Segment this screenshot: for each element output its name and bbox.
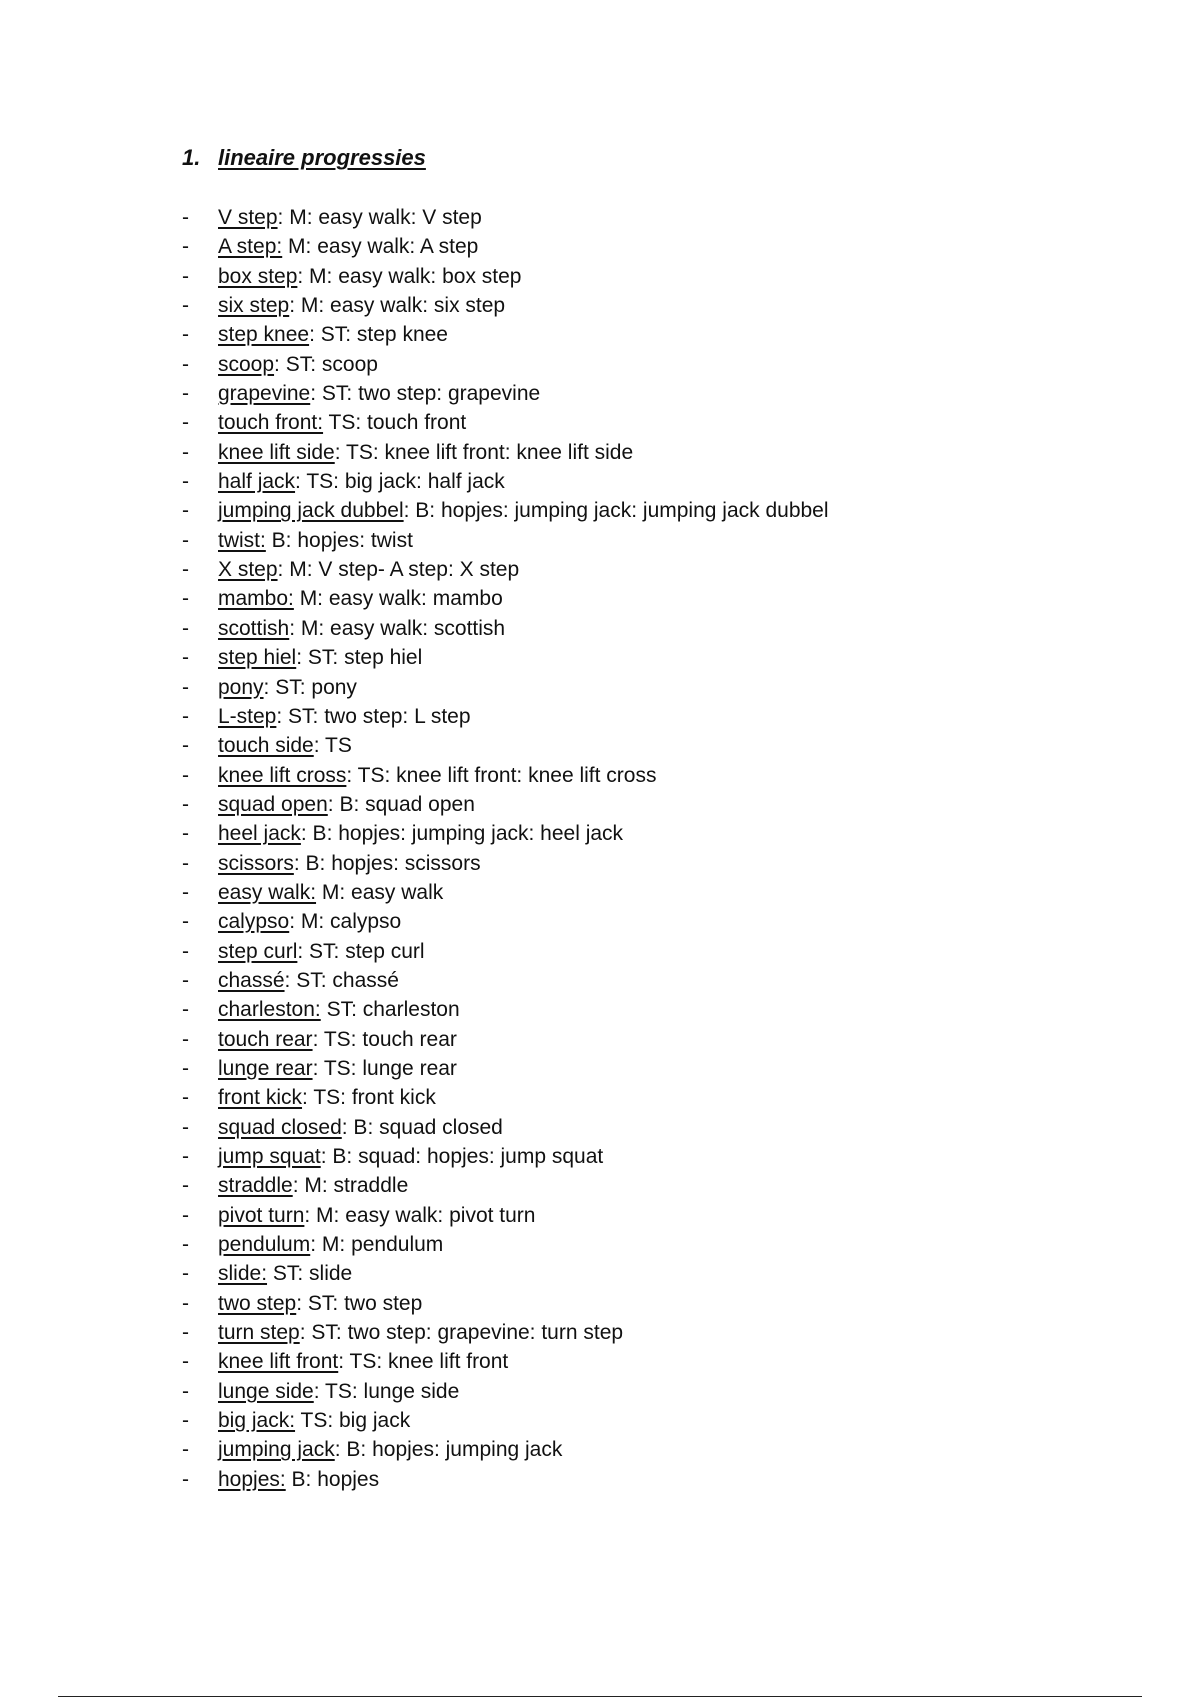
move-name: pivot turn bbox=[218, 1203, 305, 1227]
move-name: lunge side bbox=[218, 1379, 314, 1403]
list-item bbox=[182, 320, 829, 349]
list-item bbox=[182, 1406, 829, 1435]
list-item bbox=[182, 1289, 829, 1318]
list-item bbox=[182, 702, 829, 731]
move-name: scoop bbox=[218, 352, 275, 376]
move-description: TS: big jack bbox=[295, 1409, 411, 1433]
move-description: : M: easy walk: scottish bbox=[289, 616, 506, 640]
move-description: : B: squad open bbox=[327, 792, 475, 816]
bullet-dash: - bbox=[182, 528, 189, 552]
move-description: : M: easy walk: six step bbox=[289, 294, 506, 318]
move-description: B: hopjes: twist bbox=[265, 528, 413, 552]
move-name: mambo: bbox=[218, 587, 294, 611]
bullet-dash: - bbox=[182, 1409, 189, 1433]
move-description: TS: touch front bbox=[323, 411, 467, 435]
bullet-dash: - bbox=[182, 1086, 189, 1110]
move-description: : TS: knee lift front bbox=[338, 1350, 509, 1374]
list-item bbox=[182, 203, 829, 232]
move-name: charleston: bbox=[218, 998, 321, 1022]
move-description: : M: calypso bbox=[289, 910, 402, 934]
move-name: V step bbox=[218, 206, 278, 229]
move-name: X step bbox=[218, 558, 278, 582]
bullet-dash: - bbox=[182, 646, 189, 670]
move-name: chassé bbox=[218, 968, 285, 992]
bullet-dash: - bbox=[182, 1056, 189, 1080]
list-item bbox=[182, 1377, 829, 1406]
list-item bbox=[182, 790, 829, 819]
section-title: lineaire progressies bbox=[218, 145, 426, 170]
move-description: : M: V step- A step: X step bbox=[277, 558, 520, 582]
move-description: : B: hopjes: jumping jack: jumping jack dubbel bbox=[403, 499, 829, 523]
bullet-dash: - bbox=[182, 822, 189, 846]
move-description: : B: hopjes: scissors bbox=[293, 851, 481, 875]
bullet-dash: - bbox=[182, 1115, 189, 1139]
list-item bbox=[182, 937, 829, 966]
move-name: step curl bbox=[218, 939, 298, 963]
move-name: step knee bbox=[218, 323, 310, 347]
bullet-dash: - bbox=[182, 352, 189, 376]
list-item bbox=[182, 555, 829, 584]
bullet-dash: - bbox=[182, 851, 189, 875]
bullet-dash: - bbox=[182, 1467, 189, 1491]
bullet-dash: - bbox=[182, 675, 189, 699]
move-description: : B: squad closed bbox=[341, 1115, 503, 1139]
move-description: : TS: knee lift front: knee lift cross bbox=[346, 763, 657, 787]
bullet-dash: - bbox=[182, 294, 189, 318]
move-name: scottish bbox=[218, 616, 290, 640]
move-description: : M: easy walk: box step bbox=[297, 264, 522, 288]
bullet-dash: - bbox=[182, 1027, 189, 1051]
page-divider bbox=[58, 1696, 1142, 1697]
bullet-dash: - bbox=[182, 264, 189, 288]
list-item bbox=[182, 438, 829, 467]
move-name: touch side bbox=[218, 734, 314, 758]
move-description: : TS: front kick bbox=[302, 1086, 436, 1110]
list-item bbox=[182, 1142, 829, 1171]
list-item bbox=[182, 291, 829, 320]
list-item bbox=[182, 467, 829, 496]
bullet-dash: - bbox=[182, 558, 189, 582]
move-name: straddle bbox=[218, 1174, 293, 1198]
move-name: front kick bbox=[218, 1086, 303, 1110]
move-description: : TS bbox=[313, 734, 352, 758]
list-item bbox=[182, 1259, 829, 1288]
section-number: 1. bbox=[182, 145, 201, 170]
move-description: : B: squad: hopjes: jump squat bbox=[320, 1145, 604, 1168]
bullet-dash: - bbox=[182, 763, 189, 787]
move-description: : M: easy walk: V step bbox=[277, 206, 482, 229]
bullet-dash: - bbox=[182, 1145, 189, 1168]
bullet-dash: - bbox=[182, 1174, 189, 1198]
bullet-dash: - bbox=[182, 323, 189, 347]
move-description: : TS: lunge side bbox=[313, 1379, 460, 1403]
bullet-dash: - bbox=[182, 1291, 189, 1315]
bullet-dash: - bbox=[182, 734, 189, 758]
move-description: M: easy walk: A step bbox=[282, 235, 479, 259]
bullet-dash: - bbox=[182, 411, 189, 435]
move-description: : TS: lunge rear bbox=[312, 1056, 457, 1080]
move-name: knee lift front bbox=[218, 1350, 339, 1374]
list-item bbox=[182, 1025, 829, 1054]
move-description: : ST: two step: grapevine bbox=[310, 382, 541, 406]
move-name: lunge rear bbox=[218, 1056, 313, 1080]
move-description: : TS: touch rear bbox=[312, 1027, 457, 1051]
list-item bbox=[182, 1113, 829, 1142]
move-name: L-step bbox=[218, 704, 277, 728]
move-name: twist: bbox=[218, 528, 266, 552]
list-item bbox=[182, 819, 829, 848]
list-item bbox=[182, 878, 829, 907]
list-item bbox=[182, 1230, 829, 1259]
move-name: A step: bbox=[218, 235, 283, 259]
move-description: : B: hopjes: jumping jack bbox=[334, 1438, 563, 1462]
move-name: heel jack bbox=[218, 822, 301, 846]
move-name: scissors bbox=[218, 851, 294, 875]
move-name: big jack: bbox=[218, 1409, 296, 1433]
bullet-dash: - bbox=[182, 704, 189, 728]
move-name: hopjes: bbox=[218, 1467, 286, 1491]
move-description: : TS: knee lift front: knee lift side bbox=[334, 440, 634, 464]
list-item bbox=[182, 408, 829, 437]
bullet-dash: - bbox=[182, 587, 189, 611]
bullet-dash: - bbox=[182, 939, 189, 963]
move-name: six step bbox=[218, 294, 290, 318]
list-item bbox=[182, 1083, 829, 1112]
list-item bbox=[182, 262, 829, 291]
list-item bbox=[182, 643, 829, 672]
bullet-dash: - bbox=[182, 440, 189, 464]
bullet-dash: - bbox=[182, 1262, 189, 1286]
list-item bbox=[182, 907, 829, 936]
list-item bbox=[182, 1318, 829, 1347]
list-item bbox=[182, 496, 829, 525]
list-item bbox=[182, 673, 829, 702]
move-description: : ST: step hiel bbox=[296, 646, 423, 670]
move-description: : ST: two step: L step bbox=[276, 704, 471, 728]
move-name: easy walk: bbox=[218, 880, 317, 904]
list-item bbox=[182, 584, 829, 613]
move-description: ST: charleston bbox=[320, 998, 460, 1022]
bullet-dash: - bbox=[182, 880, 189, 904]
list-item bbox=[182, 966, 829, 995]
bullet-dash: - bbox=[182, 1379, 189, 1403]
move-description: B: hopjes bbox=[285, 1467, 380, 1491]
bullet-dash: - bbox=[182, 616, 189, 640]
move-name: half jack bbox=[218, 470, 296, 494]
bullet-dash: - bbox=[182, 1438, 189, 1462]
bullet-dash: - bbox=[182, 998, 189, 1022]
move-name: touch front: bbox=[218, 411, 324, 435]
move-description: : M: pendulum bbox=[310, 1233, 444, 1257]
list-item bbox=[182, 379, 829, 408]
list-item bbox=[182, 526, 829, 555]
bullet-dash: - bbox=[182, 1203, 189, 1227]
move-description: M: easy walk: mambo bbox=[293, 587, 503, 611]
list-item bbox=[182, 995, 829, 1024]
move-name: two step bbox=[218, 1291, 297, 1315]
bullet-dash: - bbox=[182, 235, 189, 259]
move-description: M: easy walk bbox=[316, 880, 444, 904]
move-name: calypso bbox=[218, 910, 290, 934]
move-description: : ST: step curl bbox=[297, 939, 425, 963]
move-description: : TS: big jack: half jack bbox=[295, 470, 505, 494]
move-name: knee lift cross bbox=[218, 763, 347, 787]
move-description: : B: hopjes: jumping jack: heel jack bbox=[300, 822, 624, 846]
section-heading bbox=[182, 145, 426, 171]
bullet-dash: - bbox=[182, 1233, 189, 1257]
move-description: : ST: scoop bbox=[274, 352, 378, 376]
list-item bbox=[182, 1435, 829, 1464]
bullet-dash: - bbox=[182, 499, 189, 523]
list-item bbox=[182, 614, 829, 643]
move-name: squad closed bbox=[218, 1115, 342, 1139]
move-description: ST: slide bbox=[267, 1262, 353, 1286]
list-item bbox=[182, 1171, 829, 1200]
bullet-dash: - bbox=[182, 910, 189, 934]
bullet-dash: - bbox=[182, 1321, 189, 1345]
move-description: : M: easy walk: pivot turn bbox=[304, 1203, 536, 1227]
list-item bbox=[182, 761, 829, 790]
move-description: : ST: chassé bbox=[284, 968, 399, 992]
list-item bbox=[182, 232, 829, 261]
move-name: turn step bbox=[218, 1321, 300, 1345]
bullet-dash: - bbox=[182, 792, 189, 816]
list-item bbox=[182, 731, 829, 760]
move-name: box step bbox=[218, 264, 298, 288]
bullet-dash: - bbox=[182, 206, 189, 229]
move-name: jumping jack bbox=[218, 1438, 335, 1462]
move-name: grapevine bbox=[218, 382, 311, 406]
move-list bbox=[182, 203, 829, 1494]
list-item bbox=[182, 350, 829, 379]
bullet-dash: - bbox=[182, 968, 189, 992]
move-name: pendulum bbox=[218, 1233, 311, 1257]
move-name: jumping jack dubbel bbox=[218, 499, 404, 523]
move-name: pony bbox=[218, 675, 264, 699]
move-description: : ST: pony bbox=[263, 675, 357, 699]
list-item bbox=[182, 1054, 829, 1083]
move-description: : ST: two step: grapevine: turn step bbox=[299, 1321, 624, 1345]
move-name: knee lift side bbox=[218, 440, 335, 464]
move-description: : M: straddle bbox=[292, 1174, 409, 1198]
move-name: jump squat bbox=[218, 1145, 321, 1168]
list-item bbox=[182, 1347, 829, 1376]
bullet-dash: - bbox=[182, 382, 189, 406]
bullet-dash: - bbox=[182, 1350, 189, 1374]
list-item bbox=[182, 1201, 829, 1230]
move-description: : ST: two step bbox=[296, 1291, 423, 1315]
bullet-dash: - bbox=[182, 470, 189, 494]
move-name: slide: bbox=[218, 1262, 268, 1286]
move-description: : ST: step knee bbox=[309, 323, 448, 347]
move-name: step hiel bbox=[218, 646, 297, 670]
move-name: touch rear bbox=[218, 1027, 313, 1051]
list-item bbox=[182, 1465, 829, 1494]
list-item bbox=[182, 849, 829, 878]
move-name: squad open bbox=[218, 792, 328, 816]
